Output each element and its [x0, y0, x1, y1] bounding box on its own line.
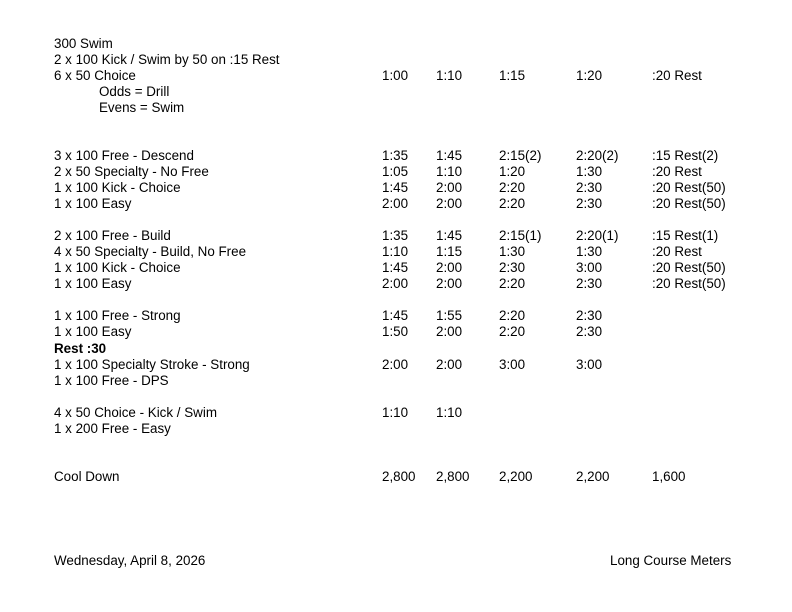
interval-col-1: 2:00: [382, 196, 409, 211]
total-col-2: 2,800: [436, 469, 470, 484]
rest-heading: Rest :30: [54, 341, 107, 356]
interval-col-3: 2:20: [499, 180, 526, 195]
row-description: 1 x 100 Free - Strong: [54, 308, 181, 323]
interval-col-4: 2:30: [576, 196, 603, 211]
interval-col-2: 2:00: [436, 276, 463, 291]
interval-col-3: 2:20: [499, 308, 526, 323]
interval-col-4: 2:20(1): [576, 228, 619, 243]
interval-col-4: 1:30: [576, 164, 603, 179]
interval-col-2: 1:15: [436, 244, 463, 259]
interval-col-1: 1:45: [382, 180, 409, 195]
interval-col-3: 1:20: [499, 164, 526, 179]
interval-col-3: 2:15(1): [499, 228, 542, 243]
interval-col-1: 1:45: [382, 260, 409, 275]
interval-col-2: 2:00: [436, 324, 463, 339]
row-description: 4 x 50 Choice - Kick / Swim: [54, 405, 217, 420]
interval-col-1: 2:00: [382, 276, 409, 291]
rest-col: :15 Rest(2): [652, 148, 719, 163]
interval-col-4: 3:00: [576, 260, 603, 275]
interval-col-3: 2:20: [499, 196, 526, 211]
rest-col: :20 Rest(50): [652, 276, 726, 291]
rest-col: :20 Rest(50): [652, 196, 726, 211]
row-description: 1 x 100 Easy: [54, 276, 132, 291]
interval-col-2: 2:00: [436, 260, 463, 275]
rest-col: :15 Rest(1): [652, 228, 719, 243]
row-description: 6 x 50 Choice: [54, 68, 136, 83]
row-description: 3 x 100 Free - Descend: [54, 148, 194, 163]
interval-col-3: 1:30: [499, 244, 526, 259]
interval-col-4: 2:30: [576, 324, 603, 339]
total-col-3: 2,200: [499, 469, 533, 484]
interval-col-2: 2:00: [436, 357, 463, 372]
interval-col-3: 2:30: [499, 260, 526, 275]
rest-col: :20 Rest: [652, 164, 702, 179]
interval-col-2: 2:00: [436, 196, 463, 211]
interval-col-4: 2:30: [576, 180, 603, 195]
interval-col-1: 1:05: [382, 164, 409, 179]
interval-col-2: 1:55: [436, 308, 463, 323]
total-col-5: 1,600: [652, 469, 686, 484]
interval-col-1: 1:50: [382, 324, 409, 339]
interval-col-4: 2:30: [576, 308, 603, 323]
rest-col: :20 Rest: [652, 244, 702, 259]
row-description: 300 Swim: [54, 36, 113, 51]
total-col-4: 2,200: [576, 469, 610, 484]
interval-col-4: 2:30: [576, 276, 603, 291]
interval-col-2: 1:10: [436, 68, 463, 83]
interval-col-4: 1:30: [576, 244, 603, 259]
row-description: 4 x 50 Specialty - Build, No Free: [54, 244, 247, 259]
row-description: 1 x 100 Easy: [54, 196, 132, 211]
interval-col-3: 3:00: [499, 357, 526, 372]
rest-col: :20 Rest(50): [652, 180, 726, 195]
interval-col-3: 2:15(2): [499, 148, 542, 163]
row-description: Odds = Drill: [99, 84, 170, 99]
interval-col-3: 2:20: [499, 276, 526, 291]
footer-date: Wednesday, April 8, 2026: [54, 553, 206, 568]
interval-col-1: 1:35: [382, 228, 409, 243]
interval-col-1: 1:10: [382, 405, 409, 420]
row-description: Cool Down: [54, 469, 120, 484]
row-description: 1 x 100 Kick - Choice: [54, 180, 181, 195]
rest-col: :20 Rest(50): [652, 260, 726, 275]
interval-col-3: 1:15: [499, 68, 526, 83]
interval-col-1: 2:00: [382, 357, 409, 372]
row-description: 1 x 100 Specialty Stroke - Strong: [54, 357, 250, 372]
interval-col-2: 1:10: [436, 405, 463, 420]
interval-col-1: 1:45: [382, 308, 409, 323]
interval-col-2: 1:45: [436, 148, 463, 163]
interval-col-4: 2:20(2): [576, 148, 619, 163]
footer-course: Long Course Meters: [610, 553, 732, 568]
interval-col-2: 2:00: [436, 180, 463, 195]
rest-col: :20 Rest: [652, 68, 702, 83]
row-description: 2 x 100 Free - Build: [54, 228, 171, 243]
row-description: 1 x 200 Free - Easy: [54, 421, 171, 436]
row-description: 1 x 100 Free - DPS: [54, 373, 169, 388]
interval-col-1: 1:00: [382, 68, 409, 83]
row-description: 2 x 100 Kick / Swim by 50 on :15 Rest: [54, 52, 280, 67]
interval-col-1: 1:10: [382, 244, 409, 259]
interval-col-4: 1:20: [576, 68, 603, 83]
row-description: 1 x 100 Kick - Choice: [54, 260, 181, 275]
row-description: Evens = Swim: [99, 100, 185, 115]
interval-col-3: 2:20: [499, 324, 526, 339]
interval-col-4: 3:00: [576, 357, 603, 372]
interval-col-2: 1:45: [436, 228, 463, 243]
interval-col-2: 1:10: [436, 164, 463, 179]
interval-col-1: 1:35: [382, 148, 409, 163]
row-description: 2 x 50 Specialty - No Free: [54, 164, 209, 179]
total-col-1: 2,800: [382, 469, 416, 484]
row-description: 1 x 100 Easy: [54, 324, 132, 339]
